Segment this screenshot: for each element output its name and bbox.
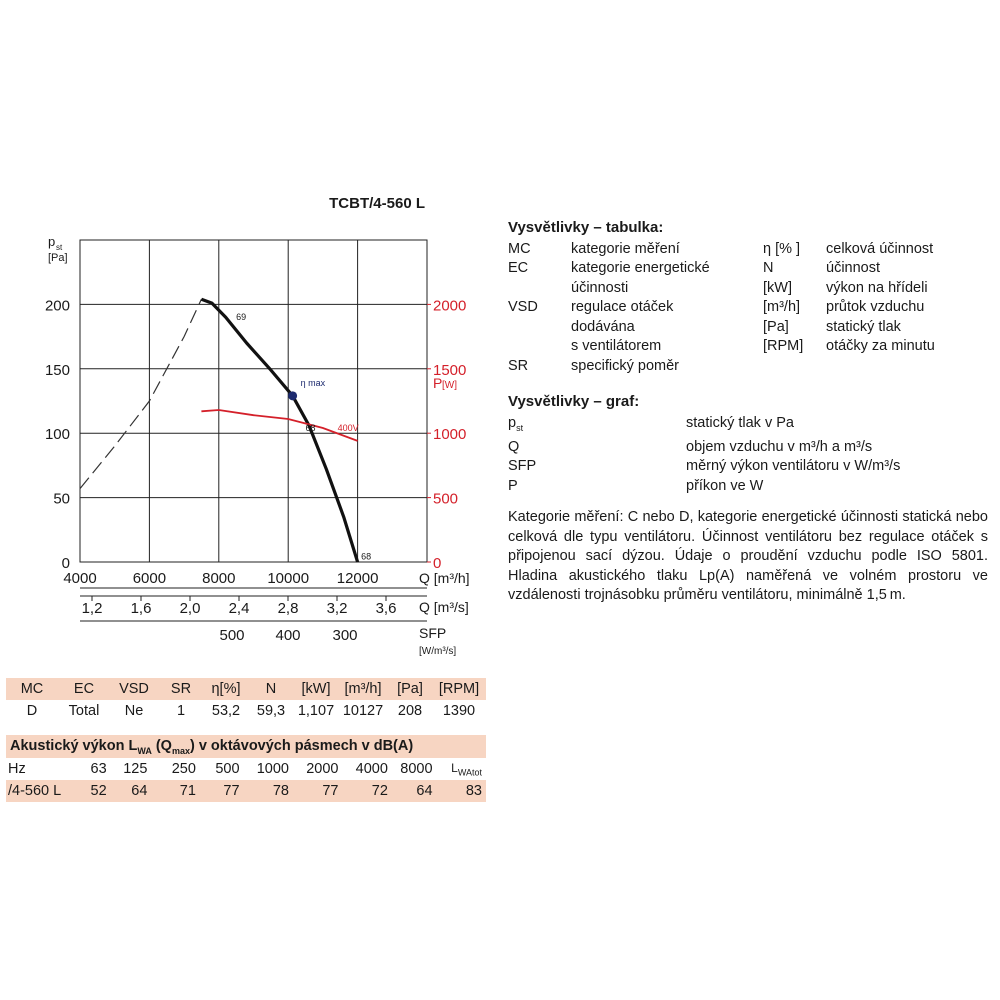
x2-axis-label: Q [m³/s] — [419, 599, 469, 615]
octave-value-cell: 78 — [272, 783, 289, 799]
params-value-cell: 1390 — [442, 703, 476, 719]
params-header-cell: N — [265, 681, 277, 697]
x2-tick-label: 3,2 — [326, 600, 348, 617]
acoustic-title-sub1: WA — [137, 745, 152, 756]
x2-tick-label: 3,6 — [375, 600, 397, 617]
octave-value-cell: 77 — [322, 783, 339, 799]
series-pressure — [201, 299, 357, 562]
legend-table-cell: EC — [508, 260, 529, 276]
sfp-tick-label: 500 — [219, 627, 245, 644]
x-axis-label: Q [m³/h] — [419, 570, 470, 586]
octave-value-row — [6, 780, 486, 802]
y-axis-label-sub: st — [56, 243, 63, 252]
octave-frequency-cell: 250 — [171, 761, 196, 777]
data-tables — [6, 678, 486, 802]
legend-graph-title: Vysvětlivky – graf: — [508, 393, 640, 410]
legend-table-title: Vysvětlivky – tabulka: — [508, 219, 664, 236]
params-header-cell: VSD — [119, 681, 149, 697]
legend-table-cell: účinnost — [826, 260, 881, 276]
legend-table-cell: η [% ] — [763, 240, 801, 257]
params-header-cell: [kW] — [301, 681, 331, 697]
eta-max-label: η max — [300, 377, 326, 388]
sfp-label: SFP — [419, 625, 447, 641]
legend-graph-row — [508, 438, 988, 458]
legend-table-cell: výkon na hřídeli — [826, 279, 928, 296]
p-tick-label: 1500 — [433, 361, 467, 379]
legend-graph-row — [508, 414, 988, 438]
chart-grid — [80, 240, 431, 621]
octave-frequency-cell: 4000 — [355, 761, 388, 777]
legend-graph-desc: měrný výkon ventilátoru v W/m³/s — [686, 458, 901, 475]
y-tick-label: 150 — [44, 361, 70, 379]
acoustic-title-text: Akustický výkon L — [10, 738, 138, 754]
legend-graph-symbol: $p_{st}$ — [508, 414, 524, 433]
octave-value-cell: 72 — [371, 783, 388, 799]
legend-table-row — [508, 240, 988, 260]
series-unstable — [80, 299, 201, 488]
legend-table-cell: s ventilátorem — [571, 338, 662, 354]
octave-frequency-cell: 500 — [215, 761, 240, 777]
legend-table-cell: VSD — [508, 299, 538, 315]
series-power — [201, 410, 357, 441]
octave-frequency-cell: 1000 — [256, 761, 289, 777]
acoustic-title-end: ) v oktávových pásmech v dB(A) — [189, 738, 414, 754]
x2-tick-label: 1,6 — [130, 600, 152, 617]
sfp-tick-label: 400 — [275, 627, 301, 644]
octave-header-row — [6, 758, 486, 780]
legend-table-cell: [kW] — [763, 279, 792, 296]
octave-value-cell: 52 — [90, 783, 107, 799]
p-tick-label: 1000 — [433, 426, 467, 444]
p-axis-label: P — [433, 375, 443, 391]
x2-tick-label: 2,4 — [228, 600, 250, 617]
sfp-unit: [W/m³/s] — [419, 646, 457, 657]
octave-frequency-cell: 125 — [123, 761, 148, 777]
legend-table-cell: otáčky za minutu — [826, 338, 935, 354]
legend-table-cell — [826, 357, 988, 377]
x-tick-label: 12000 — [336, 570, 379, 587]
x-tick-label: 10000 — [267, 570, 310, 587]
legend-graph-symbol: Q — [508, 438, 520, 455]
p-tick-label: 500 — [433, 490, 459, 508]
legend-table-cell: [Pa] — [763, 318, 789, 335]
params-value-row — [6, 700, 486, 722]
params-value-cell: 53,2 — [211, 703, 241, 719]
legend-table-rows — [508, 240, 988, 377]
x-tick-label: 4000 — [63, 570, 97, 587]
params-header-cell: MC — [20, 681, 44, 697]
y-tick-label: 0 — [61, 555, 70, 572]
y-tick-label: 50 — [53, 490, 70, 508]
legend-table-row — [508, 318, 988, 338]
params-value-cell: Total — [68, 703, 100, 719]
legend-table-cell: průtok vzduchu — [826, 299, 925, 315]
legend-graph-symbol: SFP — [508, 458, 537, 475]
legend-table-cell: celková účinnost — [826, 240, 934, 257]
legend-table-cell — [508, 318, 571, 338]
curve-label: 69 — [236, 311, 247, 322]
acoustic-title-sub2: max — [171, 745, 190, 756]
legend-graph-sub: st — [516, 422, 524, 433]
legend-table-cell: MC — [508, 240, 531, 257]
legend-graph-desc: statický tlak v Pa — [686, 414, 794, 431]
legend-note: Kategorie měření: C nebo D, kategorie energetické účinnosti statická nebo celková dle typu ventilátoru. Účinnost ventilátoru bez regulace otáček s připojenou sací dýzou. Údaje o proudění vzduchu podle ISO 5801. Hladina akustického tlaku Lp(A) naměřená ve volném prostoru ve vzdálenosti trojnásobku průměru ventilátoru, minimálně 1,5 m. — [508, 509, 988, 604]
octave-hz-label: Hz — [8, 761, 26, 777]
params-header-cell: [Pa] — [397, 681, 423, 697]
plot-frame — [80, 240, 427, 562]
x2-tick-label: 2,0 — [179, 600, 201, 617]
legend-table-cell: účinnosti — [571, 279, 629, 296]
params-value-cell: 10127 — [342, 703, 384, 719]
chart-title: TCBT/4-560 L — [329, 195, 425, 212]
performance-chart — [0, 0, 500, 670]
p-tick-label: 0 — [433, 555, 442, 572]
acoustic-title-mid: (Q — [151, 738, 172, 754]
octave-value-cell: 64 — [416, 783, 433, 799]
params-header-cell: SR — [170, 681, 192, 697]
legend-table-cell: N — [763, 260, 774, 276]
acoustic-title — [6, 735, 486, 758]
sfp-tick-label: 300 — [332, 627, 358, 644]
legend-table-row — [508, 259, 988, 279]
legend-table-cell — [763, 357, 826, 377]
legend-graph-symbol: P — [508, 477, 518, 494]
legend-graph-desc: příkon ve W — [686, 477, 764, 494]
curve-label: 68 — [361, 551, 372, 562]
params-value-cell: 59,3 — [256, 703, 286, 719]
legend-table-cell: statický tlak — [826, 318, 901, 335]
legend-table-cell — [508, 279, 571, 299]
params-value-cell: D — [26, 703, 38, 719]
octave-row-label: /4-560 L — [8, 783, 62, 799]
octave-value-cell: 71 — [179, 783, 196, 799]
x2-tick-label: 2,8 — [277, 600, 299, 617]
params-header-cell: η[%] — [211, 681, 241, 697]
octave-value-cell: 83 — [465, 783, 482, 799]
legend-table-row — [508, 298, 988, 318]
legend-table-cell: regulace otáček — [571, 299, 674, 315]
legend-table-cell: kategorie energetické — [571, 260, 710, 276]
octave-value-cell: 77 — [223, 783, 240, 799]
legend-table-cell: kategorie měření — [571, 240, 680, 257]
octave-total-sub: WAtot — [457, 767, 482, 778]
legend-table-row — [508, 337, 988, 357]
octave-value-cell: 64 — [131, 783, 148, 799]
legend-graph-row — [508, 457, 988, 477]
x-tick-label: 8000 — [202, 570, 236, 587]
octave-frequency-cell: 63 — [90, 761, 107, 777]
params-value-cell: Ne — [124, 703, 144, 719]
y-tick-label: 200 — [44, 297, 70, 315]
legend-table-cell: dodávána — [571, 318, 635, 335]
legend-table-cell: specifický poměr — [571, 357, 679, 374]
y-axis-unit: [Pa] — [48, 252, 68, 264]
legend-table-cell: [RPM] — [763, 338, 804, 354]
params-header-cell: [RPM] — [438, 681, 480, 697]
x-tick-label: 6000 — [132, 570, 167, 587]
params-header-cell: EC — [73, 681, 95, 697]
curve-label: 68 — [305, 422, 316, 433]
y-axis-label: p — [48, 234, 56, 249]
p-axis-unit: [W] — [442, 380, 457, 391]
legend-table-row — [508, 279, 988, 299]
params-value-cell: 208 — [397, 703, 423, 719]
y-tick-label: 100 — [44, 426, 70, 444]
legend-graph-row — [508, 477, 988, 497]
octave-frequency-cell: 2000 — [306, 761, 339, 777]
legend-graph-rows — [508, 414, 988, 497]
eta-max-point — [288, 391, 297, 400]
x2-tick-label: 1,2 — [81, 600, 103, 617]
legend-graph-desc: objem vzduchu v m³/h a m³/s — [686, 438, 873, 455]
legend-table-cell — [508, 337, 571, 357]
legend-panel — [508, 218, 988, 606]
params-header-row — [6, 678, 486, 700]
series-label-power: 400V — [337, 422, 359, 433]
legend-table-cell: [m³/h] — [763, 299, 801, 315]
legend-table-row — [508, 357, 988, 377]
p-tick-label: 2000 — [433, 297, 467, 315]
params-header-cell: [m³/h] — [344, 681, 382, 697]
octave-total-label: $L_{WAtot}$ — [451, 760, 482, 778]
params-value-cell: 1,107 — [297, 703, 335, 719]
params-value-cell: 1 — [176, 703, 186, 719]
legend-table-cell: SR — [508, 357, 529, 374]
octave-frequency-cell: 8000 — [400, 761, 433, 777]
